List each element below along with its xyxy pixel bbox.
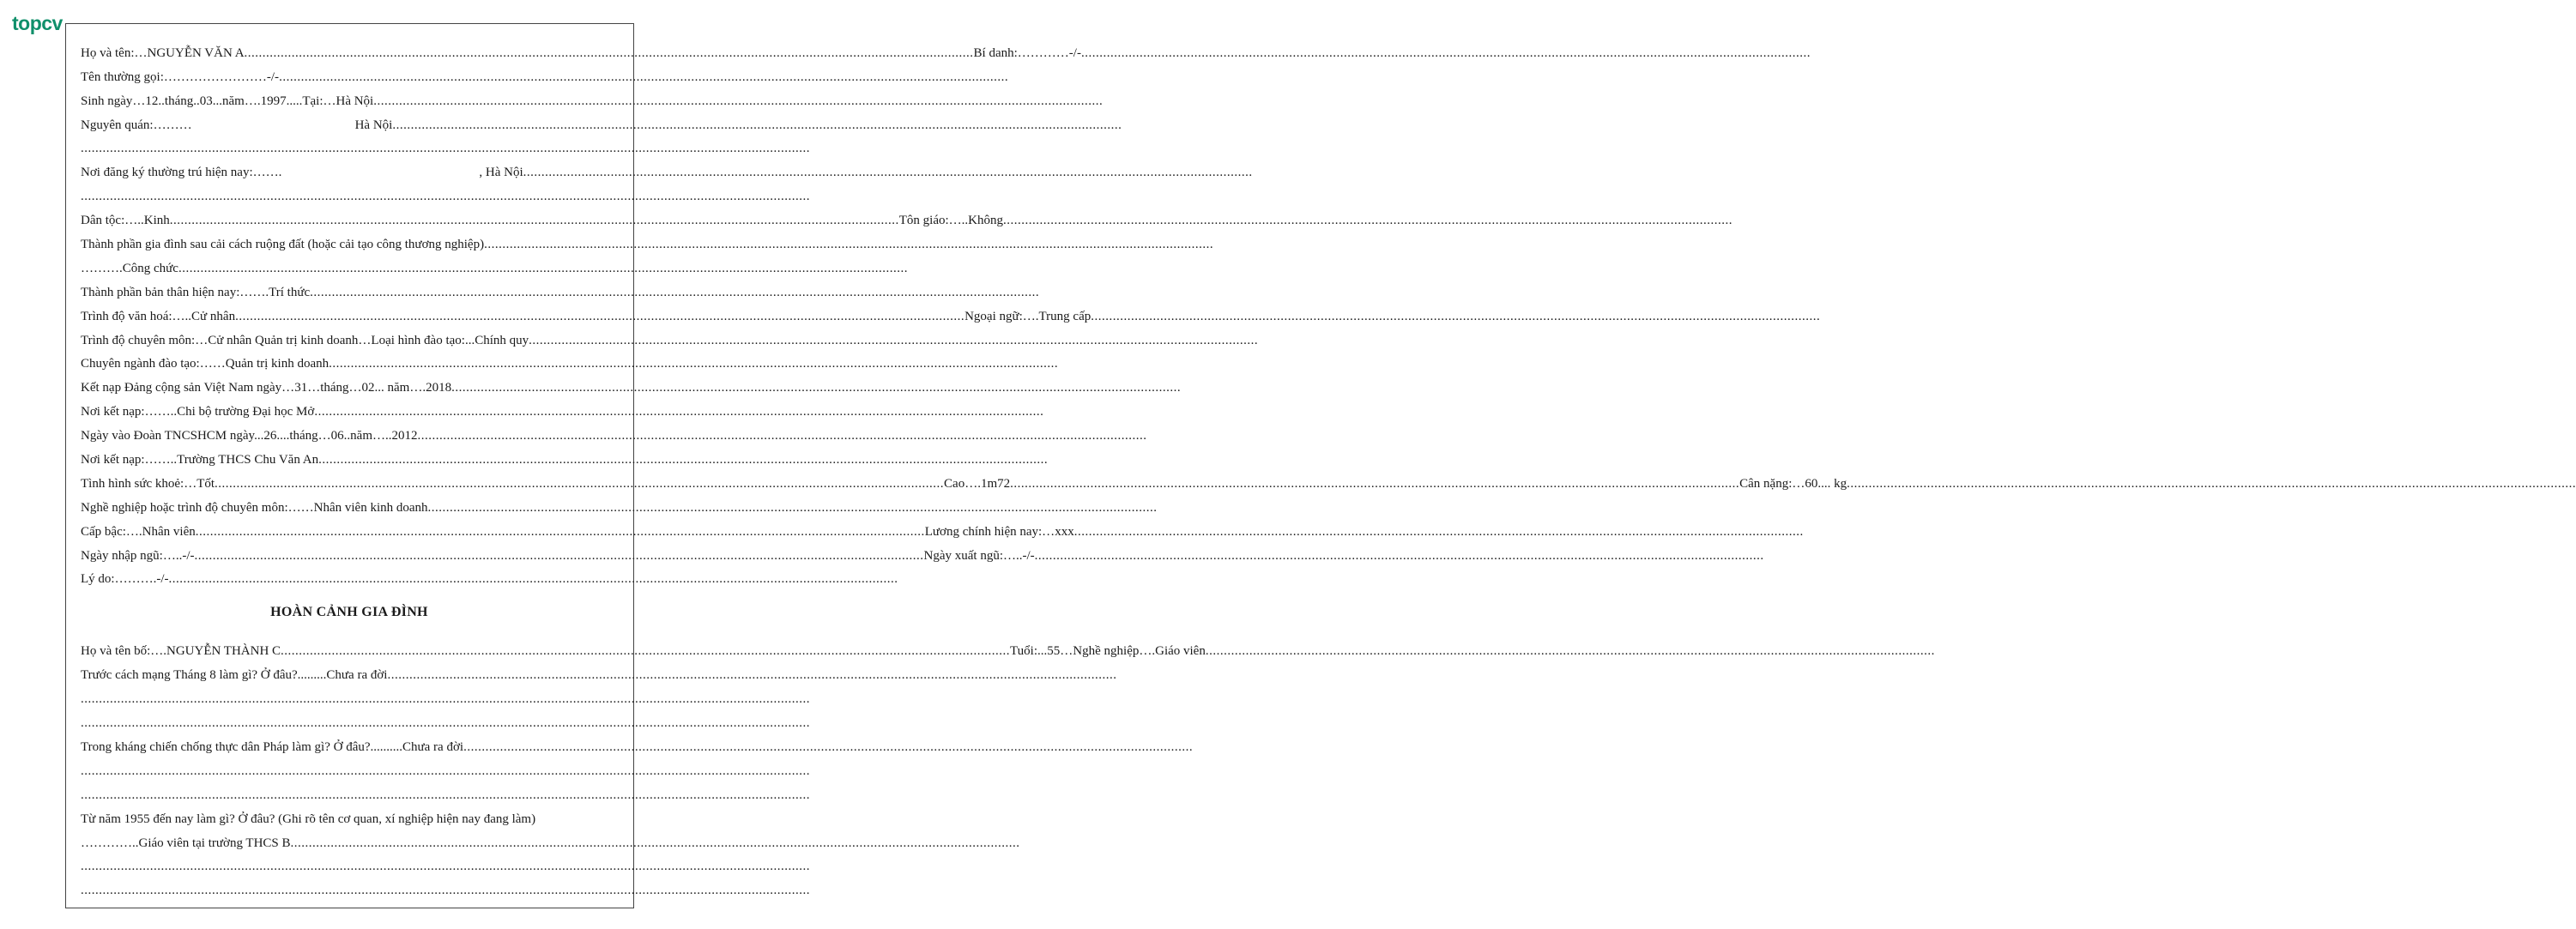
party-place-value: Chi bộ trường Đại học Mở: [177, 405, 315, 419]
height-label: Cao….: [944, 476, 981, 491]
reason-value: -/-: [156, 572, 169, 587]
health-value: Tốt: [197, 476, 215, 491]
dots: ........................................................................................................................................................................................................: [1010, 476, 1740, 491]
education-value: Cử nhân: [191, 309, 236, 323]
training-type-value: Chính quy: [475, 333, 529, 347]
dots: ........................................................................................................................................................................................................: [1034, 548, 1764, 563]
major-label: Chuyên ngành đào tạo:……: [81, 357, 226, 371]
major-row: [81, 350, 1059, 374]
reason-label: Lý do:……….: [81, 572, 157, 587]
education-label: Trình độ văn hoá:…..: [81, 309, 192, 323]
ethnicity-value: Kinh: [143, 214, 170, 228]
dots: ........................................................................................................................................................................................................: [168, 572, 898, 587]
weight-unit: .... kg: [1817, 476, 1847, 491]
residence-label: Nơi đăng ký thường trú hiện nay:…….: [81, 166, 282, 180]
religion-value: Không: [968, 214, 1003, 228]
health-row: [81, 469, 2576, 493]
hometown-row: [81, 111, 1122, 135]
dots: ........................................................................................................................................................................................................: [427, 500, 1158, 515]
blank-row: [81, 135, 810, 159]
dob-year-label: ...năm….: [212, 94, 261, 108]
discharge-label: Ngày xuất ngũ:…..: [923, 548, 1023, 563]
residence-row: [81, 158, 1253, 182]
dots: ........................................................................................................................................................................................................: [279, 69, 1009, 84]
since-1955-answer: Giáo viên tại trường THCS B: [138, 835, 291, 850]
since-1955-answer-row: [81, 829, 1020, 853]
salary-value: xxx: [1055, 524, 1074, 539]
enlist-value: -/-: [182, 548, 195, 563]
personal-class-label: Thành phần bản thân hiện nay:…….: [81, 285, 269, 299]
hometown-value: Hà Nội: [354, 118, 393, 132]
dots: ........................................................................................................................................................................................................: [523, 166, 1253, 180]
dots: ........................................................................................................................................................................................................: [81, 190, 810, 204]
dots: ........................................................................................................................................................................................................: [329, 357, 1059, 371]
common-name-value: -/-: [266, 69, 280, 84]
dots: ........................................................................................................................................................................................................: [1002, 214, 1732, 228]
weight-label: Cân nặng:…: [1739, 476, 1805, 491]
father-job-label: …Nghề nghiệp….: [1060, 644, 1156, 659]
dots: ........................................................................................................................................................................................................: [451, 381, 1182, 395]
expertise-row: [81, 326, 1259, 350]
expertise-label: Trình độ chuyên môn:…: [81, 333, 209, 347]
residence-value: , Hà Nội: [479, 166, 523, 180]
blank-row: [81, 853, 810, 877]
discharge-value: -/-: [1022, 548, 1035, 563]
dob-month: 03: [199, 94, 213, 108]
dob-prefix: Sinh ngày…: [81, 94, 146, 108]
weight-value: 60: [1805, 476, 1818, 491]
dots: ........................................................................................................................................................................................................: [373, 94, 1104, 108]
blank-row: [81, 685, 810, 709]
education-row: [81, 302, 1821, 326]
before-revolution-question: Trước cách mạng Tháng 8 làm gì? Ở đâu?.........: [81, 668, 327, 683]
blank-row: [81, 182, 810, 206]
personal-class-row: [81, 278, 1040, 302]
party-year-label: ... năm….: [374, 381, 426, 395]
father-row: [81, 636, 1935, 661]
reason-row: [81, 565, 898, 589]
enlist-row: [81, 541, 1764, 565]
union-year: 2012: [391, 429, 418, 443]
rank-label: Cấp bậc:….: [81, 524, 142, 539]
language-label: Ngoại ngữ:….: [964, 309, 1039, 323]
dots: ........................................................................................................................................................................................................: [194, 548, 924, 563]
dots: ........................................................................................................................................................................................................: [318, 453, 1049, 468]
dots: ........................................................................................................................................................................................................: [484, 238, 1214, 252]
dots: ........................................................................................................................................................................................................: [1091, 309, 1821, 323]
form-content: [81, 39, 2576, 900]
salary-label: Lương chính hiện nay:…: [924, 524, 1055, 539]
blank-row: [81, 781, 810, 805]
rank-value: Nhân viên: [142, 524, 196, 539]
union-month: 06: [330, 429, 344, 443]
family-class-row: [81, 254, 908, 278]
alias-value: -/-: [1068, 45, 1081, 60]
union-date-label: Ngày vào Đoàn TNCSHCM ngày...: [81, 429, 264, 443]
dots: ........................................................................................................................................................................................................: [235, 309, 965, 323]
language-value: Trung cấp: [1038, 309, 1091, 323]
dots: ........................................................................................................................................................................................................: [392, 118, 1122, 132]
occupation-value: Nhân viên kinh doanh: [313, 500, 428, 515]
dots: ........................................................................................................................................................................................................: [281, 644, 1011, 659]
during-war-answer: Chưa ra đời: [402, 739, 464, 754]
father-age-value: 55: [1047, 644, 1061, 659]
dots: ........................................................................................................................................................................................................: [387, 668, 1117, 683]
union-day: 26: [263, 429, 277, 443]
blank-row: [81, 757, 810, 781]
dots: ........................................................................................................................................................................................................: [463, 739, 1194, 754]
party-day: 31: [294, 381, 308, 395]
occupation-row: [81, 493, 1158, 517]
father-job-value: Giáo viên: [1155, 644, 1206, 659]
dots: ........................................................................................................................................................................................................: [215, 476, 945, 491]
birthplace-value: Hà Nội: [336, 94, 374, 108]
since-1955-prefix: …………..: [81, 835, 139, 850]
father-name-label: Họ và tên bố:….: [81, 644, 166, 659]
since-1955-question-row: [81, 805, 618, 829]
dob-row: [81, 87, 1104, 111]
training-type-label: …Loại hình đào tạo:...: [358, 333, 475, 347]
dots: ........................................................................................................................................................................................................: [1205, 644, 1935, 659]
dots: ........................................................................................................................................................................................................: [81, 692, 810, 707]
blank-row: [81, 709, 810, 733]
dots: ........................................................................................................................................................................................................: [244, 45, 974, 60]
during-war-row: [81, 733, 1194, 757]
party-month: 02: [361, 381, 375, 395]
union-month-label: ....tháng…: [276, 429, 331, 443]
dots: ........................................................................................................................................................................................................: [417, 429, 1147, 443]
dots: ........................................................................................................................................................................................................: [81, 787, 810, 802]
document-page: [65, 23, 2576, 908]
health-label: Tình hình sức khoẻ:…: [81, 476, 197, 491]
since-1955-question: Từ năm 1955 đến nay làm gì? Ở đâu? (Ghi rõ tên cơ quan, xí nghiệp hiện nay đang làm): [81, 811, 536, 826]
blank-row: [81, 876, 810, 900]
common-name-label: Tên thường gọi:……………………: [81, 69, 267, 84]
dots: ........................................................................................................................................................................................................: [1847, 476, 2576, 491]
union-date-row: [81, 421, 1147, 445]
family-class-label-row: [81, 230, 1214, 254]
family-class-label: Thành phần gia đình sau cải cách ruộng đất (hoặc cải tạo công thương nghiệp): [81, 238, 485, 252]
before-revolution-row: [81, 661, 1117, 685]
enlist-label: Ngày nhập ngũ:…..: [81, 548, 183, 563]
major-value: Quản trị kinh doanh: [225, 357, 330, 371]
dots: ........................................................................................................................................................................................................: [81, 860, 810, 874]
topcv-logo: topcv: [12, 12, 63, 34]
family-heading: HOÀN CẢNH GIA ĐÌNH: [270, 605, 428, 620]
ethnicity-row: [81, 206, 1732, 230]
family-class-value: Công chức: [122, 261, 178, 275]
family-class-prefix: ……….: [81, 261, 123, 275]
expertise-value: Cử nhân Quản trị kinh doanh: [208, 333, 359, 347]
party-year: 2018: [426, 381, 452, 395]
full-name-value: NGUYỄN VĂN A: [147, 45, 245, 60]
dots: ........................................................................................................................................................................................................: [81, 884, 810, 898]
full-name-row: [81, 39, 1811, 63]
dob-month-label: ..tháng..: [158, 94, 200, 108]
common-name-row: [81, 63, 1009, 87]
during-war-question: Trong kháng chiến chống thực dân Pháp làm gì? Ở đâu?..........: [81, 739, 403, 754]
party-place-label: Nơi kết nạp:……..: [81, 405, 178, 419]
dob-day: 12: [145, 94, 159, 108]
full-name-label: Họ và tên:…: [81, 45, 148, 60]
ethnicity-label: Dân tộc:…..: [81, 214, 144, 228]
dots: ........................................................................................................................................................................................................: [310, 285, 1040, 299]
occupation-label: Nghề nghiệp hoặc trình độ chuyên môn:……: [81, 500, 314, 515]
union-place-value: Trường THCS Chu Văn An: [177, 453, 319, 468]
union-place-row: [81, 445, 1049, 469]
dots: ........................................................................................................................................................................................................: [81, 142, 810, 156]
rank-row: [81, 517, 1804, 541]
father-age-label: Tuổi:...: [1010, 644, 1048, 659]
dots: ........................................................................................................................................................................................................: [290, 835, 1020, 850]
party-place-row: [81, 397, 1044, 421]
father-name-value: NGUYỄN THÀNH C: [166, 644, 281, 659]
dots: ........................................................................................................................................................................................................: [195, 524, 925, 539]
dots: ........................................................................................................................................................................................................: [81, 716, 810, 731]
religion-label: Tôn giáo:…..: [898, 214, 969, 228]
union-place-label: Nơi kết nạp:……..: [81, 453, 178, 468]
birthplace-label: .....Tại:…: [286, 94, 336, 108]
alias-label: Bí danh:…………: [973, 45, 1069, 60]
party-month-label: …tháng…: [307, 381, 362, 395]
dots: ........................................................................................................................................................................................................: [1073, 524, 1804, 539]
before-revolution-answer: Chưa ra đời: [326, 668, 388, 683]
height-value: 1m72: [980, 476, 1011, 491]
dots: ........................................................................................................................................................................................................: [314, 405, 1044, 419]
union-year-label: ..năm…..: [343, 429, 392, 443]
party-date-row: [81, 373, 1182, 397]
dots: ........................................................................................................................................................................................................: [1080, 45, 1811, 60]
dots: ........................................................................................................................................................................................................: [178, 261, 908, 275]
dots: ........................................................................................................................................................................................................: [529, 333, 1259, 347]
personal-class-value: Trí thức: [269, 285, 311, 299]
dots: ........................................................................................................................................................................................................: [81, 763, 810, 778]
dots: ........................................................................................................................................................................................................: [169, 214, 899, 228]
hometown-label: Nguyên quán:………: [81, 118, 192, 132]
party-date-label: Kết nạp Đảng cộng sản Việt Nam ngày…: [81, 381, 295, 395]
dob-year: 1997: [260, 94, 287, 108]
